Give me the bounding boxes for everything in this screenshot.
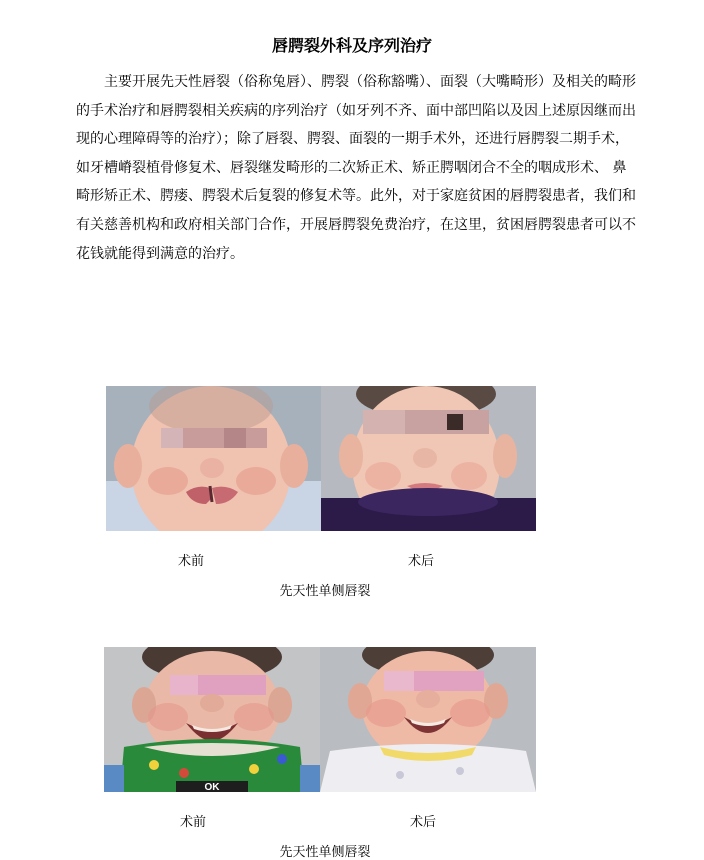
figure2-before-label: 术前 [179, 815, 206, 830]
shirt-print-text: OK [204, 782, 220, 792]
paragraph-text: 主要开展先天性唇裂（俗称兔唇）、腭裂（俗称豁嘴）、面裂（大嘴畸形）及相关的畸形的手术治疗和唇腭裂相关疾病的序列治疗（如牙列不齐、面中部凹陷以及因上述原因继而出现的心理障碍等的治疗）；除了唇裂、腭裂、面裂的一期手术外，还进行唇腭裂二期手术，如牙槽嵴裂植骨修复术、唇裂继发畸形的二次矫正术、矫正腭咽闭合不全的咽成形术、 鼻畸形矫正术、腭瘘、腭裂术后复裂的修复术等。此外，对于家庭贫困的唇腭裂患者，我们和有关慈善机构和政府相关部门合作，开展唇腭裂免费治疗，在这里，贫困唇腭裂患者可以不花钱就能得到满意的治疗。 [76, 74, 636, 262]
figure2-caption: 先天性单侧唇裂 [279, 845, 371, 860]
intro-paragraph [76, 68, 638, 268]
figure2-before-photo [104, 647, 320, 792]
figure1-before-label: 术前 [177, 554, 204, 569]
figure1-caption: 先天性单侧唇裂 [279, 584, 371, 599]
figure1-before-photo [106, 386, 321, 531]
figure2-after-label: 术后 [409, 815, 436, 830]
figure1-after-photo [321, 386, 536, 531]
figure1-after-label: 术后 [407, 554, 434, 569]
figure2-after-photo [320, 647, 536, 792]
page-title: 唇腭裂外科及序列治疗 [271, 36, 432, 55]
